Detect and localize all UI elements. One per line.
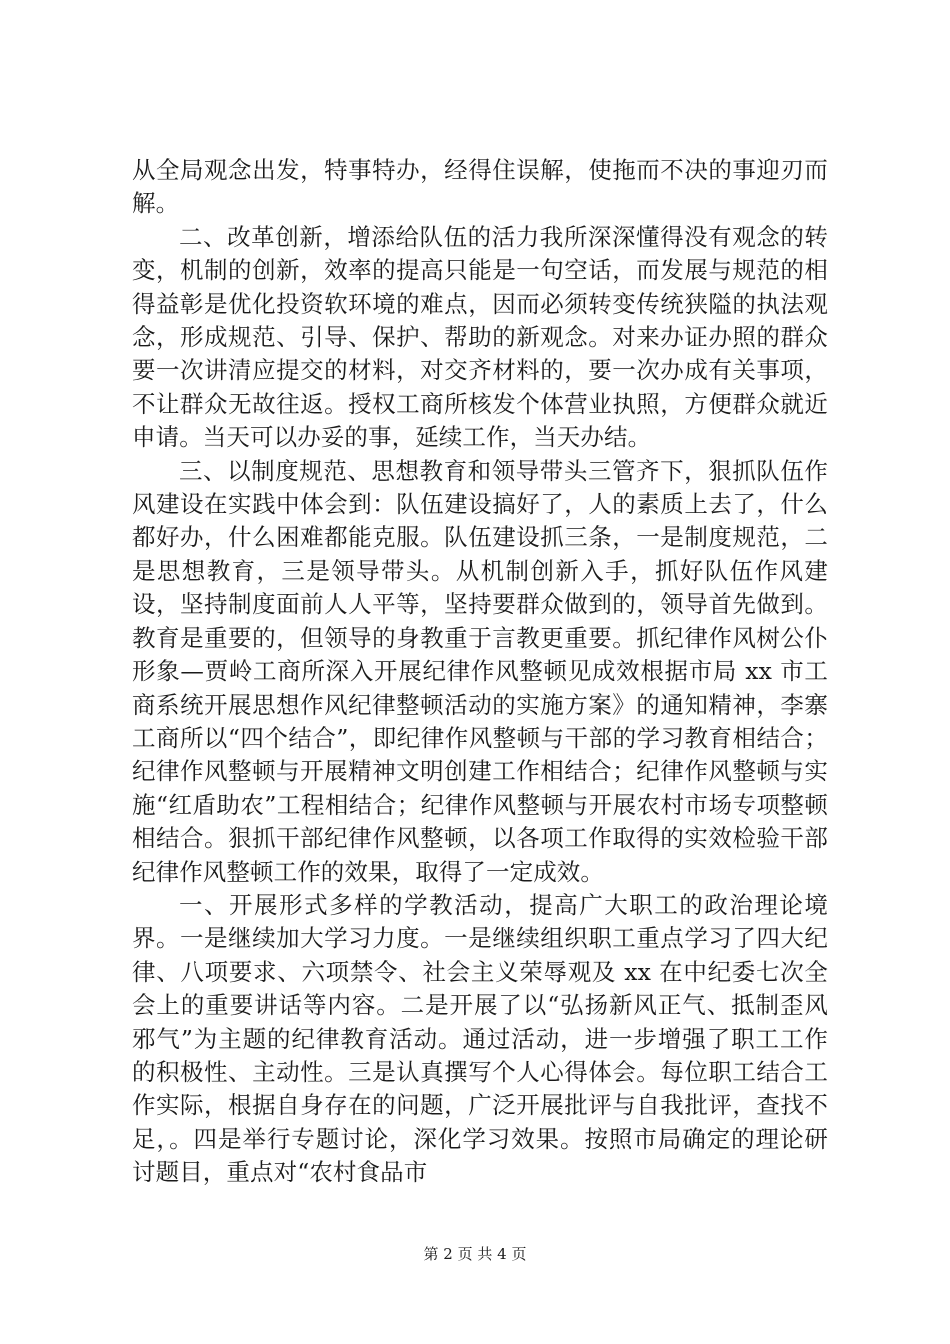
paragraph-team-building: 三、以制度规范、思想教育和领导带头三管齐下，狠抓队伍作风建设在实践中体会到：队伍建设搞好了，人的素质上去了，什么都好办，什么困难都能克服。队伍建设抓三条，一是制度规范，二是思想教育，三是领导带头。从机制创新入手，抓好队伍作风建设，坚持制度面前人人平等，坚持要群众做到的，领导首先做到。教育是重要的，但领导的身教重于言教更重要。抓纪律作风树公仆形象—贾岭工商所深入开展纪律作风整顿见成效根据市局 xx 市工商系统开展思想作风纪律整顿活动的实施方案》的通知精神，李寨工商所以“四个结合”，即纪律作风整顿与干部的学习教育相结合；纪律作风整顿与开展精神文明创建工作相结合；纪律作风整顿与实施“红盾助农”工程相结合；纪律作风整顿与开展农村市场专项整顿相结合。狠抓干部纪律作风整顿，以各项工作取得的实效检验干部纪律作风整顿工作的效果，取得了一定成效。 bbox=[132, 456, 828, 886]
page-number-footer: 第 2 页 共 4 页 bbox=[423, 1245, 527, 1263]
paragraph-reform-innovation: 二、改革创新，增添给队伍的活力我所深深懂得没有观念的转变，机制的创新，效率的提高只能是一句空话，而发展与规范的相得益彰是优化投资软环境的难点，因而必须转变传统狭隘的执法观念，形成规范、引导、保护、帮助的新观念。对来办证办照的群众要一次讲清应提交的材料，对交齐材料的，要一次办成有关事项，不让群众无故往返。授权工商所核发个体营业执照，方便群众就近申请。当天可以办妥的事，延续工作，当天办结。 bbox=[132, 222, 828, 452]
paragraph-continuation: 从全局观念出发，特事特办，经得住误解，使拖而不决的事迎刃而解。 bbox=[132, 156, 828, 218]
paragraph-study-activities: 一、开展形式多样的学教活动，提高广大职工的政治理论境界。一是继续加大学习力度。一是继续组织职工重点学习了四大纪律、八项要求、六项禁令、社会主义荣辱观及 xx 在中纪委七次全会上的重要讲话等内容。二是开展了以“弘扬新风正气、抵制歪风邪气”为主题的纪律教育活动。通过活动，进一步增强了职工工作的积极性、主动性。三是认真撰写个人心得体会。每位职工结合工作实际，根据自身存在的问题，广泛开展批评与自我批评，查找不足，。四是举行专题讨论，深化学习效果。按照市局确定的理论研讨题目，重点对“农村食品市 bbox=[132, 890, 828, 1187]
document-body bbox=[132, 154, 828, 1190]
